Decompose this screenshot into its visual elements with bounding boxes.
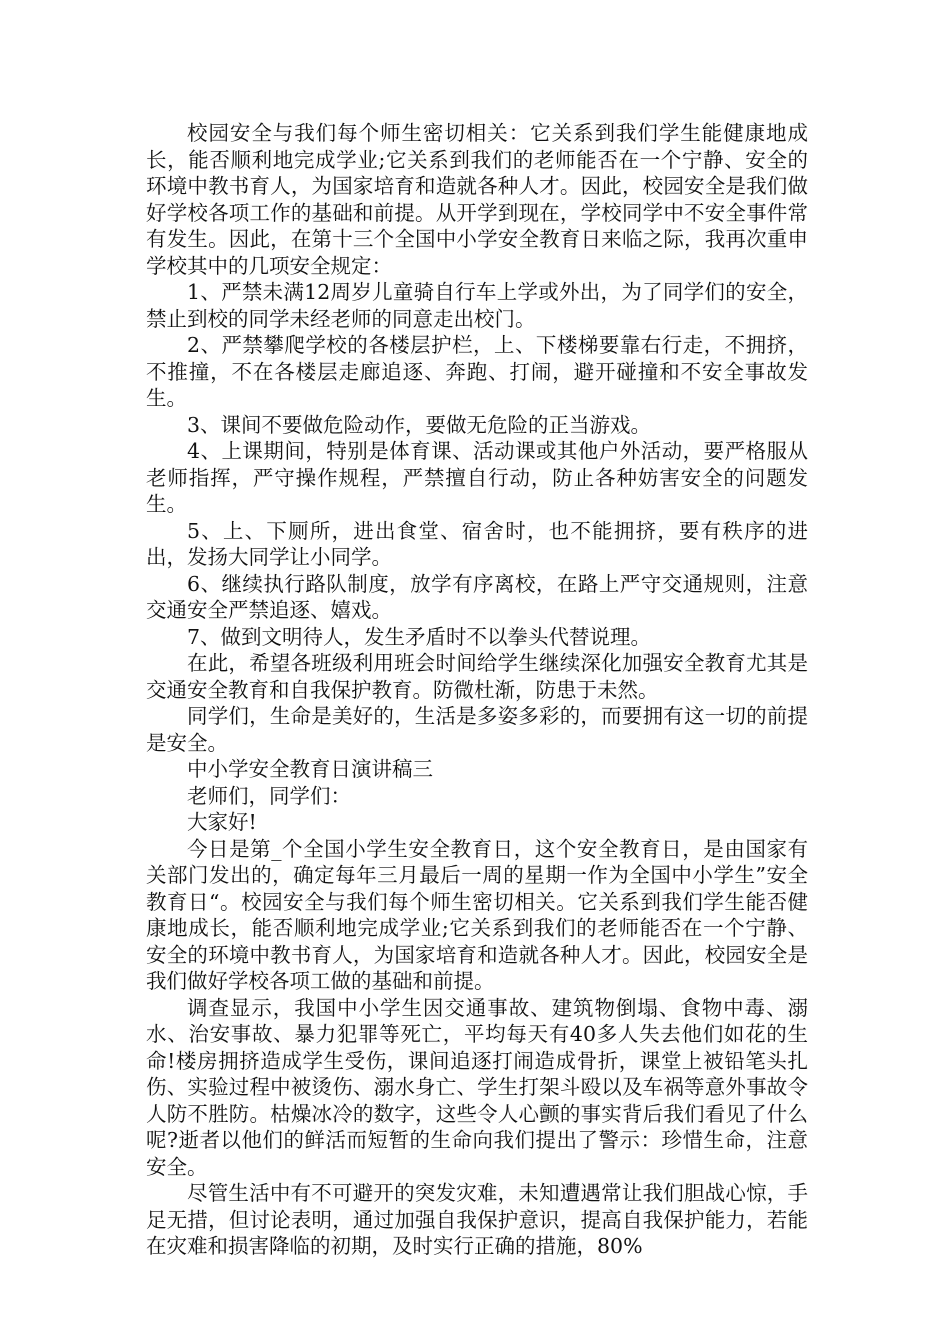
paragraph-education-day: 今日是第_个全国小学生安全教育日，这个安全教育日，是由国家有关部门发出的，确定每年三月最后一周的星期一作为全国中小学生”安全教育日“。校园安全与我们每个师生密切相关。它关系到我们学生能否健康地成长，能否顺利地完成学业;它关系到我们的老师能否在一个宁静、安全的环境中教书育人，为国家培育和造就各种人才。因此，校园安全是我们做好学校各项工做的基础和前提。 — [146, 836, 808, 993]
paragraph-rule-3: 3、课间不要做危险动作，要做无危险的正当游戏。 — [187, 412, 652, 437]
document-body — [146, 120, 808, 1260]
paragraph-survey: 调查显示，我国中小学生因交通事故、建筑物倒塌、食物中毒、溺水、治安事故、暴力犯罪等死亡，平均每天有40多人失去他们如花的生命!楼房拥挤造成学生受伤，课间追逐打闹造成骨折，课堂上被铅笔头扎伤、实验过程中被烫伤、溺水身亡、学生打架斗殴以及车祸等意外事故令人防不胜防。枯燥冰冷的数字，这些令人心颤的事实背后我们看见了什么呢?逝者以他们的鲜活而短暂的生命向我们提出了警示：珍惜生命，注意安全。 — [146, 995, 808, 1179]
section-title: 中小学安全教育日演讲稿三 — [187, 757, 433, 781]
paragraph-rule-4: 4、上课期间，特别是体育课、活动课或其他户外活动，要严格服从老师指挥，严守操作规程，严禁擅自行动，防止各种妨害安全的问题发生。 — [146, 439, 808, 516]
paragraph-disaster: 尽管生活中有不可避开的突发灾难，未知遭遇常让我们胆战心惊，手足无措，但讨论表明，通过加强自我保护意识，提高自我保护能力，若能在灾难和损害降临的初期，及时实行正确的措施，80% — [146, 1181, 808, 1258]
paragraph-rule-1: 1、严禁未满12周岁儿童骑自行车上学或外出，为了同学们的安全，禁止到校的同学未经老师的同意走出校门。 — [146, 280, 808, 331]
paragraph-hope: 在此，希望各班级利用班会时间给学生继续深化加强安全教育尤其是交通安全教育和自我保护教育。防微杜渐，防患于未然。 — [146, 651, 808, 702]
paragraph-closing: 同学们，生命是美好的，生活是多姿多彩的，而要拥有这一切的前提是安全。 — [146, 704, 808, 755]
paragraph-rule-7: 7、做到文明待人，发生矛盾时不以拳头代替说理。 — [187, 624, 652, 649]
paragraph-rule-2: 2、严禁攀爬学校的各楼层护栏，上、下楼梯要靠右行走，不拥挤，不推撞，不在各楼层走廊追逐、奔跑、打闹，避开碰撞和不安全事故发生。 — [146, 333, 808, 410]
paragraph-rule-5: 5、上、下厕所，进出食堂、宿舍时，也不能拥挤，要有秩序的进出，发扬大同学让小同学。 — [146, 518, 808, 569]
salutation: 老师们，同学们： — [187, 783, 351, 808]
greeting: 大家好! — [187, 810, 257, 834]
paragraph-intro: 校园安全与我们每个师生密切相关：它关系到我们学生能健康地成长，能否顺利地完成学业;它关系到我们的老师能否在一个宁静、安全的环境中教书育人，为国家培育和造就各种人才。因此，校园安全是我们做好学校各项工作的基础和前提。从开学到现在，学校同学中不安全事件常有发生。因此，在第十三个全国中小学安全教育日来临之际，我再次重申学校其中的几项安全规定： — [146, 121, 808, 278]
paragraph-rule-6: 6、继续执行路队制度，放学有序离校，在路上严守交通规则，注意交通安全严禁追逐、嬉戏。 — [146, 571, 808, 622]
